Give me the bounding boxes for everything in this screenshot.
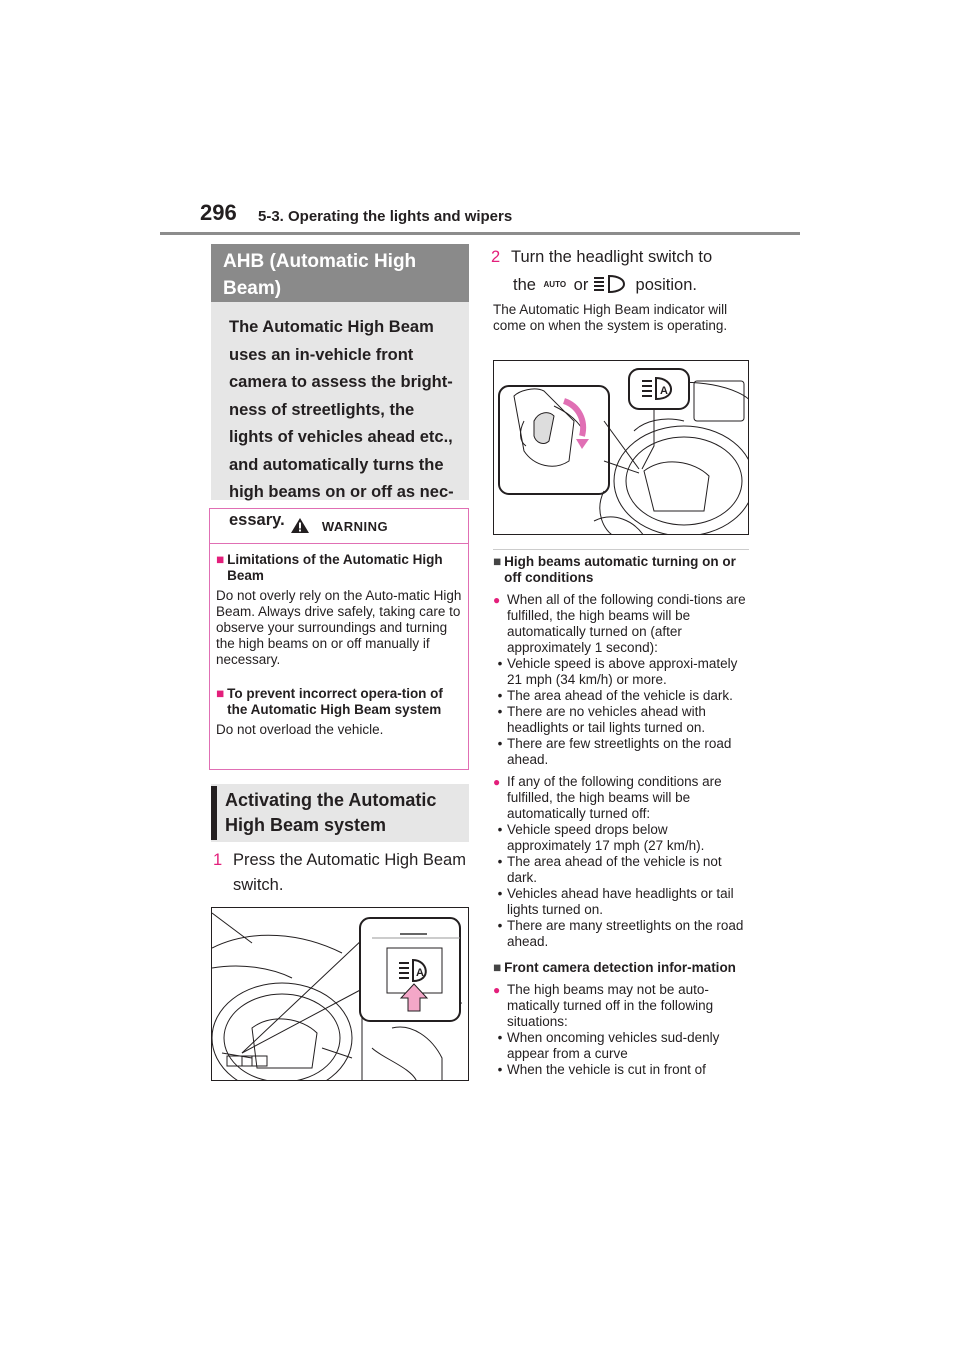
step-2-text: Turn the headlight switch to	[511, 248, 713, 266]
on-item-1: Vehicle speed is above approxi-mately 21 mph (34 km/h) or more.	[507, 656, 738, 687]
off-item: • Vehicle speed drops below approximately 17 mph (27 km/h).	[493, 822, 755, 854]
step-2	[491, 243, 751, 271]
step-1-text: Press the Automatic High Beam switch.	[233, 851, 466, 894]
section-title: 5-3. Operating the lights and wipers	[258, 208, 513, 225]
camera-item: • When the vehicle is cut in front of	[497, 1062, 706, 1077]
intro-text: The Automatic High Beam uses an in-vehicle front camera to assess the bright-ness of streetlights, the lights of vehicles ahead etc., and automatically turns the high beams on or off as nec-essary.	[229, 318, 454, 529]
conditions-section	[493, 554, 755, 1078]
divider	[493, 549, 749, 550]
step-1-number: 1	[213, 851, 223, 869]
off-intro: ● If any of the following conditions are fulfilled, the high beams will be automatically turned off:	[493, 774, 755, 822]
conditions-heading-text: High beams automatic turning on or off conditions	[504, 554, 736, 585]
warning-box	[209, 508, 469, 770]
heading-accent-bar	[211, 786, 217, 840]
on-item-2: The area ahead of the vehicle is dark.	[507, 688, 733, 703]
off-item: • Vehicles ahead have headlights or tail lights turned on.	[493, 886, 755, 918]
on-intro-text: When all of the following condi-tions are fulfilled, the high beams will be automatically turned on (after approximately 1 second):	[507, 592, 746, 655]
off-item: • There are many streetlights on the road ahead.	[493, 918, 755, 950]
warning-heading-1: ■ Limitations of the Automatic High Beam	[216, 552, 462, 584]
on-item-3: There are no vehicles ahead with headlights or tail lights turned on.	[507, 704, 706, 735]
header-rule	[160, 232, 800, 235]
ahb-heading: AHB (Automatic High Beam)	[211, 244, 469, 302]
svg-text:A: A	[416, 967, 424, 979]
step-2-or: or	[573, 276, 589, 294]
activating-heading: Activating the Automatic High Beam system	[225, 790, 437, 835]
step-1	[213, 848, 469, 898]
figure-headlight-switch-drawing	[494, 361, 749, 535]
off-item: • The area ahead of the vehicle is not dark.	[493, 854, 755, 886]
indicator-note: The Automatic High Beam indicator will come on when the system is operating.	[493, 302, 728, 333]
figure-headlight-switch	[493, 360, 749, 535]
warning-title-row	[216, 517, 462, 537]
off-item-3: Vehicles ahead have headlights or tail lights turned on.	[507, 886, 734, 917]
on-item-4: There are few streetlights on the road ahead.	[507, 736, 732, 767]
step-2-line-2	[513, 271, 697, 299]
off-intro-text: If any of the following conditions are fulfilled, the high beams will be automatically turned off:	[507, 774, 722, 821]
on-item: • There are few streetlights on the road ahead.	[493, 736, 755, 768]
step-2-the: the	[513, 276, 536, 294]
on-intro: ● When all of the following condi-tions are fulfilled, the high beams will be automatically turned on (after approximately 1 second):	[493, 592, 755, 656]
off-item-4: There are many streetlights on the road ahead.	[507, 918, 744, 949]
warning-heading-1-text: Limitations of the Automatic High Beam	[227, 552, 443, 583]
on-item: • The area ahead of the vehicle is dark.	[497, 688, 733, 703]
off-item-2: The area ahead of the vehicle is not dark.	[507, 854, 722, 885]
figure-ahb-switch-drawing	[212, 908, 469, 1081]
conditions-heading: ■ High beams automatic turning on or off conditions	[493, 554, 755, 586]
svg-text:A: A	[660, 385, 668, 397]
camera-item: • When oncoming vehicles sud-denly appear from a curve	[493, 1030, 755, 1062]
camera-item-1: When oncoming vehicles sud-denly appear from a curve	[507, 1030, 720, 1061]
warning-title: WARNING	[321, 519, 389, 534]
warning-divider	[210, 543, 468, 544]
page-number: 296	[200, 200, 237, 225]
step-2-position: position.	[635, 276, 697, 294]
off-item-1: Vehicle speed drops below approximately 17 mph (27 km/h).	[507, 822, 705, 853]
auto-label-icon: AUTO	[543, 280, 567, 289]
warning-heading-2-text: To prevent incorrect opera-tion of the Automatic High Beam system	[227, 686, 443, 717]
headlight-icon	[593, 275, 631, 293]
warning-body-1: Do not overly rely on the Auto-matic High Beam. Always drive safely, taking care to observe your surroundings and turning the high beams on or off manually if necessary.	[216, 588, 462, 667]
warning-heading-2: ■ To prevent incorrect opera-tion of the Automatic High Beam system	[216, 686, 462, 718]
figure-ahb-switch	[211, 907, 469, 1081]
activating-heading-box	[211, 784, 469, 842]
camera-heading-text: Front camera detection infor-mation	[504, 960, 736, 975]
on-item: • There are no vehicles ahead with headlights or tail lights turned on.	[493, 704, 755, 736]
step-2-number: 2	[491, 248, 501, 266]
camera-intro-text: The high beams may not be auto-matically turned off in the following situations:	[507, 982, 714, 1029]
camera-item-2: When the vehicle is cut in front of	[507, 1062, 706, 1077]
warning-body-2: Do not overload the vehicle.	[216, 722, 384, 737]
warning-triangle-icon	[290, 517, 310, 534]
on-item: • Vehicle speed is above approxi-mately 21 mph (34 km/h) or more.	[493, 656, 755, 688]
camera-intro: ● The high beams may not be auto-matically turned off in the following situations:	[493, 982, 755, 1030]
camera-heading: ■ Front camera detection infor-mation	[493, 960, 736, 975]
